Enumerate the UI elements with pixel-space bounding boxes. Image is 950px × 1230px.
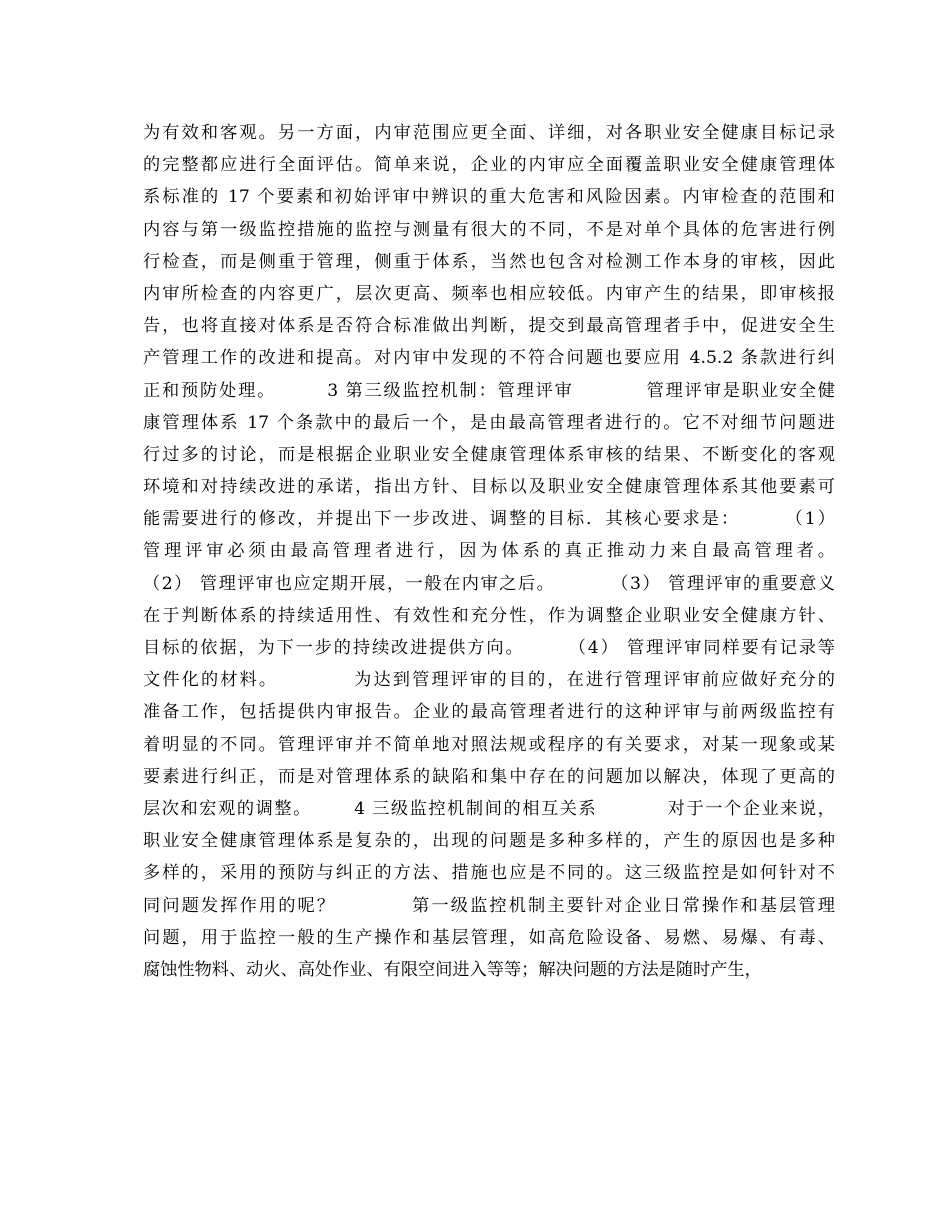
text-line: 正和预防处理。 3 第三级监控机制：管理评审 管理评审是职业安全健 xyxy=(143,380,835,401)
text-line: 问题，用于监控一般的生产操作和基层管理，如高危险设备、易燃、易爆、有毒、 xyxy=(143,927,835,948)
text-line: 康管理体系 17 个条款中的最后一个，是由最高管理者进行的。它不对细节问题进 xyxy=(143,412,835,433)
text-line: 的完整都应进行全面评估。简单来说，企业的内审应全面覆盖职业安全健康管理体 xyxy=(143,155,835,176)
text-line: 职业安全健康管理体系是复杂的，出现的问题是多种多样的，产生的原因也是多种 xyxy=(143,831,835,852)
text-line: 行过多的讨论，而是根据企业职业安全健康管理体系审核的结果、不断变化的客观 xyxy=(143,444,835,465)
text-line: 同问题发挥作用的呢？ 第一级监控机制主要针对企业日常操作和基层管理 xyxy=(143,895,835,916)
text-line: 着明显的不同。管理评审并不简单地对照法规或程序的有关要求，对某一现象或某 xyxy=(143,734,835,755)
text-line: 为有效和客观。另一方面，内审范围应更全面、详细，对各职业安全健康目标记录 xyxy=(143,123,835,143)
text-line: （2） 管理评审也应定期开展，一般在内审之后。 （3） 管理评审的重要意义 xyxy=(143,573,835,594)
text-line: 内审所检查的内容更广，层次更高、频率也相应较低。内审产生的结果，即审核报 xyxy=(143,283,835,304)
text-line: 腐蚀性物料、动火、高处作业、有限空间进入等等；解决问题的方法是随时产生， xyxy=(143,959,762,980)
text-line: 要素进行纠正，而是对管理体系的缺陷和集中存在的问题加以解决，体现了更高的 xyxy=(143,766,835,787)
text-line: 在于判断体系的持续适用性、有效性和充分性，作为调整企业职业安全健康方针、 xyxy=(143,605,835,626)
text-line: 告，也将直接对体系是否符合标准做出判断，提交到最高管理者手中，促进安全生 xyxy=(143,316,835,337)
text-line: 产管理工作的改进和提高。对内审中发现的不符合问题也要应用 4.5.2 条款进行纠 xyxy=(143,348,835,369)
text-line: 目标的依据，为下一步的持续改进提供方向。 （4） 管理评审同样要有记录等 xyxy=(143,638,835,658)
text-line: 文件化的材料。 为达到管理评审的目的，在进行管理评审前应做好充分的 xyxy=(143,670,835,691)
text-line: 准备工作，包括提供内审报告。企业的最高管理者进行的这种评审与前两级监控有 xyxy=(143,702,835,723)
text-line: 内容与第一级监控措施的监控与测量有很大的不同，不是对单个具体的危害进行例 xyxy=(143,219,835,240)
text-line: 管理评审必须由最高管理者进行，因为体系的真正推动力来自最高管理者。 xyxy=(143,541,835,562)
text-line: 环境和对持续改进的承诺，指出方针、目标以及职业安全健康管理体系其他要素可 xyxy=(143,477,835,498)
text-line: 多样的，采用的预防与纠正的方法、措施也应是不同的。这三级监控是如何针对不 xyxy=(143,863,835,884)
text-line: 能需要进行的修改，并提出下一步改进、调整的目标．其核心要求是： （1） xyxy=(143,509,835,530)
text-line: 行检查，而是侧重于管理，侧重于体系，当然也包含对检测工作本身的审核，因此 xyxy=(143,251,835,272)
text-line: 系标准的 17 个要素和初始评审中辨识的重大危害和风险因素。内审检查的范围和 xyxy=(143,187,835,208)
body-text xyxy=(143,117,835,986)
text-line: 层次和宏观的调整。 4 三级监控机制间的相互关系 对于一个企业来说， xyxy=(143,798,835,819)
